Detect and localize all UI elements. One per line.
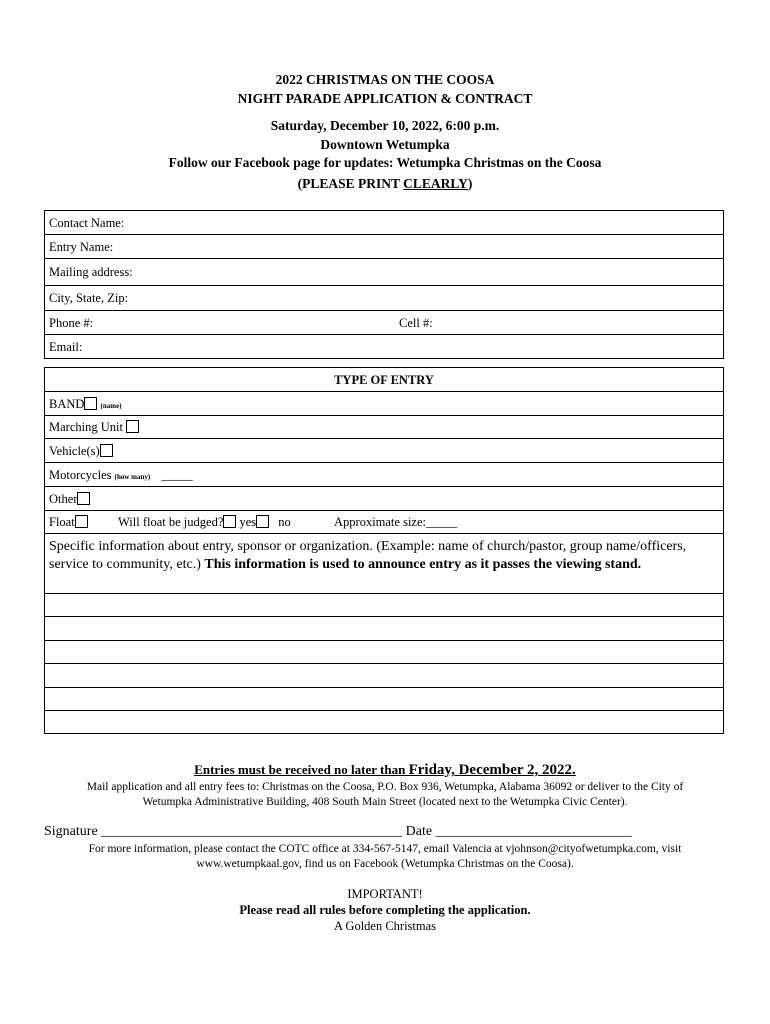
event-date: Saturday, December 10, 2022, 6:00 p.m. bbox=[270, 118, 500, 133]
entry-info-line-2[interactable] bbox=[45, 617, 723, 641]
city-state-zip-field[interactable]: City, State, Zip: bbox=[45, 286, 723, 311]
date-label: Date bbox=[405, 824, 433, 839]
float-row: Float Will float be judged? yes no Approximate size:_____ bbox=[45, 511, 723, 534]
judged-question: Will float be judged? yes no bbox=[118, 515, 291, 529]
deadline-date: Friday, December 2, 2022. bbox=[408, 762, 576, 778]
tagline: A Golden Christmas bbox=[333, 919, 437, 933]
phone-field[interactable]: Phone #: bbox=[49, 316, 94, 330]
phone-row bbox=[45, 311, 723, 335]
cell-field[interactable]: Cell #: bbox=[399, 316, 433, 330]
specific-info-bold: This information is used to announce entry as it passes the viewing stand. bbox=[204, 557, 642, 572]
other-checkbox[interactable] bbox=[77, 492, 90, 505]
specific-info-text: Specific information about entry, sponsor or organization. (Example: name of church/pastor, group name/officers, service to community, etc.) bbox=[49, 539, 687, 572]
other-row: Other bbox=[45, 487, 723, 511]
motorcycles-count-blank[interactable]: _____ bbox=[161, 468, 193, 482]
motorcycles-row: Motorcycles (how many) _____ bbox=[45, 463, 723, 487]
date-line[interactable]: ____________________________ bbox=[435, 824, 632, 839]
judged-yes-checkbox[interactable] bbox=[223, 515, 236, 528]
signature-line[interactable]: ___________________________________________ bbox=[101, 824, 403, 839]
vehicles-checkbox[interactable] bbox=[100, 444, 113, 457]
contact-info-box bbox=[44, 210, 724, 359]
band-note: (name) bbox=[100, 402, 122, 410]
judged-no-checkbox[interactable] bbox=[256, 515, 269, 528]
form-title-line2: NIGHT PARADE APPLICATION & CONTRACT bbox=[237, 91, 533, 106]
event-location: Downtown Wetumpka bbox=[320, 137, 450, 152]
form-title-line1: 2022 CHRISTMAS ON THE COOSA bbox=[275, 72, 495, 87]
deadline-notice: Entries must be received no later than Friday, December 2, 2022. bbox=[194, 762, 576, 778]
contact-info-line2: www.wetumpkaal.gov, find us on Facebook (Wetumpka Christmas on the Coosa). bbox=[196, 858, 574, 870]
entry-name-field[interactable]: Entry Name: bbox=[45, 235, 723, 259]
signature-row bbox=[44, 824, 744, 840]
entry-info-line-3[interactable] bbox=[45, 641, 723, 664]
facebook-note: Follow our Facebook page for updates: Wetumpka Christmas on the Coosa bbox=[168, 155, 602, 170]
entry-info-line-6[interactable] bbox=[45, 711, 723, 733]
mail-instructions-line2: Wetumpka Administrative Building, 408 South Main Street (located next to the Wetumpka Civic Center). bbox=[142, 796, 628, 808]
motorcycles-note: (how many) bbox=[114, 473, 151, 481]
print-clearly-note: (PLEASE PRINT CLEARLY) bbox=[297, 176, 473, 191]
specific-info-row bbox=[45, 534, 723, 594]
read-rules-note: Please read all rules before completing the application. bbox=[239, 903, 531, 917]
entry-info-line-1[interactable] bbox=[45, 594, 723, 617]
band-row: BAND (name) bbox=[45, 392, 723, 416]
mail-instructions-line1: Mail application and all entry fees to: Christmas on the Coosa, P.O. Box 936, Wetumpka, Alabama 36092 or deliver to the City of bbox=[86, 781, 684, 793]
approx-size-field[interactable]: Approximate size:_____ bbox=[334, 515, 458, 529]
entry-info-line-4[interactable] bbox=[45, 664, 723, 688]
marching-unit-checkbox[interactable] bbox=[126, 420, 139, 433]
marching-unit-row: Marching Unit bbox=[45, 416, 723, 439]
entry-info-line-5[interactable] bbox=[45, 688, 723, 711]
float-checkbox[interactable] bbox=[75, 515, 88, 528]
contact-info-line1: For more information, please contact the COTC office at 334-567-5147, email Valencia at vjohnson@cityofwetumpka.com, visit bbox=[88, 843, 682, 855]
email-field[interactable]: Email: bbox=[49, 340, 83, 354]
band-checkbox[interactable] bbox=[84, 397, 97, 410]
signature-label: Signature bbox=[44, 824, 98, 839]
type-of-entry-title: TYPE OF ENTRY bbox=[45, 368, 723, 392]
contact-name-field[interactable]: Contact Name: bbox=[45, 211, 723, 235]
vehicles-row: Vehicle(s) bbox=[45, 439, 723, 463]
type-of-entry-box bbox=[44, 367, 724, 734]
important-heading: IMPORTANT! bbox=[347, 887, 423, 901]
mailing-address-field[interactable]: Mailing address: bbox=[45, 259, 723, 286]
clearly-word: CLEARLY bbox=[403, 176, 468, 191]
